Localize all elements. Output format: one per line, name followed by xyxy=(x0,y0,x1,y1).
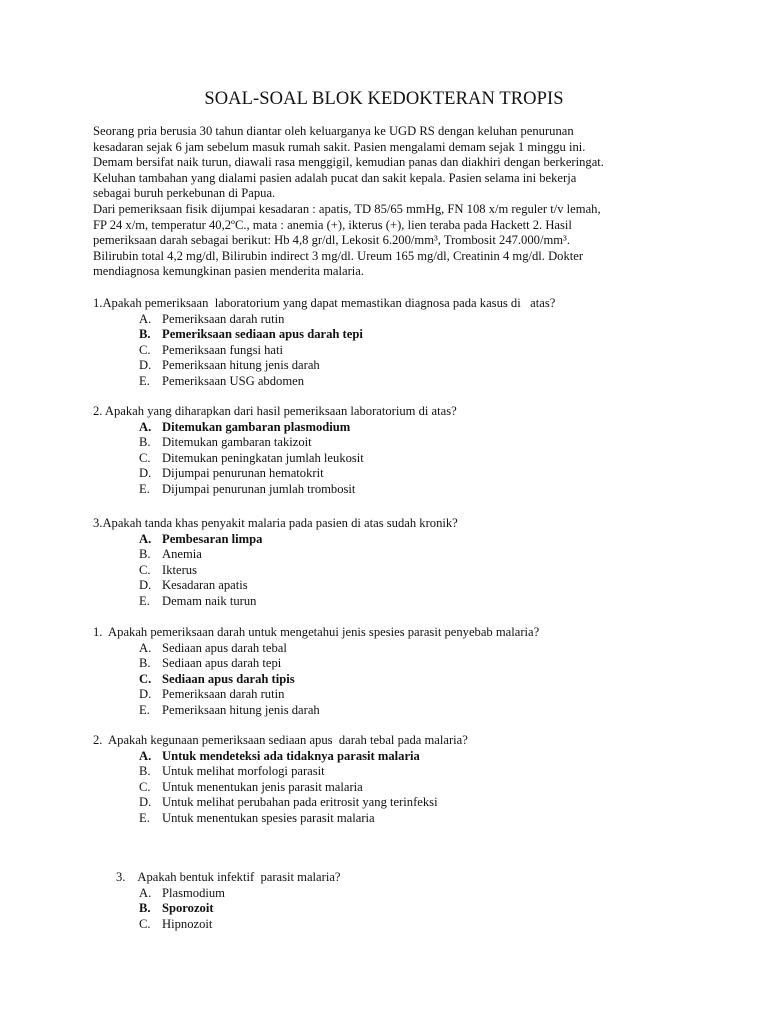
exam-line: mendiagnosa kemungkinan pasien menderita malaria. xyxy=(93,264,365,279)
case-line: Demam bersifat naik turun, diawali rasa menggigil, kemudian panas dan diakhiri dengan berkeringat. xyxy=(93,155,604,170)
option-b-answer: B. Sporozoit xyxy=(139,901,214,916)
option-list xyxy=(93,641,693,719)
option-a: A. Pemeriksaan darah rutin xyxy=(139,311,285,326)
option-a: A. Sediaan apus darah tebal xyxy=(139,640,287,655)
option-list xyxy=(116,886,716,933)
exam-line: pemeriksaan darah sebagai berikut: Hb 4,8 gr/dl, Lekosit 6.200/mm³, Trombosit 247.000/mm³. xyxy=(93,233,570,248)
question-5 xyxy=(93,733,693,827)
option-c: C. Pemeriksaan fungsi hati xyxy=(139,342,284,357)
option-c: C. Hipnozoit xyxy=(139,916,213,931)
option-e: E. Pemeriksaan USG abdomen xyxy=(139,373,304,388)
option-b: B. Sediaan apus darah tepi xyxy=(139,656,282,671)
option-c: C. Untuk menentukan jenis parasit malaria xyxy=(139,779,363,794)
option-a-answer: A. Pembesaran limpa xyxy=(139,531,263,546)
option-e: E. Pemeriksaan hitung jenis darah xyxy=(139,702,320,717)
option-a-answer: A. Untuk mendeteksi ada tidaknya parasit malaria xyxy=(139,748,420,763)
question-stem: 3. Apakah bentuk infektif parasit malaria? xyxy=(116,870,341,884)
option-c-answer: C. Sediaan apus darah tipis xyxy=(139,671,295,686)
option-d: D. Dijumpai penurunan hematokrit xyxy=(139,466,324,481)
exam-line: Bilirubin total 4,2 mg/dl, Bilirubin indirect 3 mg/dl. Ureum 165 mg/dl, Creatinin 4 mg/dl. Dokter xyxy=(93,248,584,263)
question-3 xyxy=(93,516,693,610)
question-stem: 2. Apakah kegunaan pemeriksaan sediaan apus darah tebal pada malaria? xyxy=(93,733,468,747)
option-e: E. Untuk menentukan spesies parasit malaria xyxy=(139,810,375,825)
case-line: sebagai buruh perkebunan di Papua. xyxy=(93,186,276,201)
question-stem: 2. Apakah yang diharapkan dari hasil pemeriksaan laboratorium di atas? xyxy=(93,404,457,418)
question-2 xyxy=(93,404,693,498)
question-6 xyxy=(116,870,716,932)
option-list xyxy=(93,749,693,827)
question-stem: 3.Apakah tanda khas penyakit malaria pada pasien di atas sudah kronik? xyxy=(93,516,458,530)
question-stem: 1.Apakah pemeriksaan laboratorium yang dapat memastikan diagnosa pada kasus di atas? xyxy=(93,296,556,310)
document-title: SOAL-SOAL BLOK KEDOKTERAN TROPIS xyxy=(204,89,564,109)
option-d: D. Pemeriksaan hitung jenis darah xyxy=(139,358,320,373)
case-line: kesadaran sejak 6 jam sebelum masuk rumah sakit. Pasien mengalami demam sejak 1 minggu ini. xyxy=(93,139,586,154)
option-d: D. Untuk melihat perubahan pada eritrosit yang terinfeksi xyxy=(139,795,438,810)
option-a-answer: A. Ditemukan gambaran plasmodium xyxy=(139,419,351,434)
option-d: D. Kesadaran apatis xyxy=(139,578,248,593)
option-b-answer: B. Pemeriksaan sediaan apus darah tepi xyxy=(139,327,363,342)
option-c: C. Ditemukan peningkatan jumlah leukosit xyxy=(139,450,364,465)
option-e: E. Demam naik turun xyxy=(139,593,257,608)
case-line: Seorang pria berusia 30 tahun diantar oleh keluarganya ke UGD RS dengan keluhan penurunan xyxy=(93,124,574,138)
option-d: D. Pemeriksaan darah rutin xyxy=(139,687,285,702)
case-line: Keluhan tambahan yang dialami pasien adalah pucat dan sakit kepala. Pasien selama ini bekerja xyxy=(93,170,577,185)
question-1 xyxy=(93,296,693,390)
option-list xyxy=(93,312,693,390)
case-description xyxy=(93,124,677,280)
question-4 xyxy=(93,625,693,719)
question-stem: 1. Apakah pemeriksaan darah untuk mengetahui jenis spesies parasit penyebab malaria? xyxy=(93,625,540,639)
option-b: B. Ditemukan gambaran takizoit xyxy=(139,435,312,450)
exam-line: Dari pemeriksaan fisik dijumpai kesadaran : apatis, TD 85/65 mmHg, FN 108 x/m reguler t/v lemah, xyxy=(93,201,601,216)
option-list xyxy=(93,532,693,610)
option-b: B. Anemia xyxy=(139,547,202,562)
exam-line: FP 24 x/m, temperatur 40,2ºC., mata : anemia (+), ikterus (+), lien teraba pada Hackett 2. Hasil xyxy=(93,217,572,232)
option-b: B. Untuk melihat morfologi parasit xyxy=(139,764,325,779)
option-e: E. Dijumpai penurunan jumlah trombosit xyxy=(139,481,356,496)
option-list xyxy=(93,420,693,498)
option-c: C. Ikterus xyxy=(139,562,197,577)
option-a: A. Plasmodium xyxy=(139,885,225,900)
